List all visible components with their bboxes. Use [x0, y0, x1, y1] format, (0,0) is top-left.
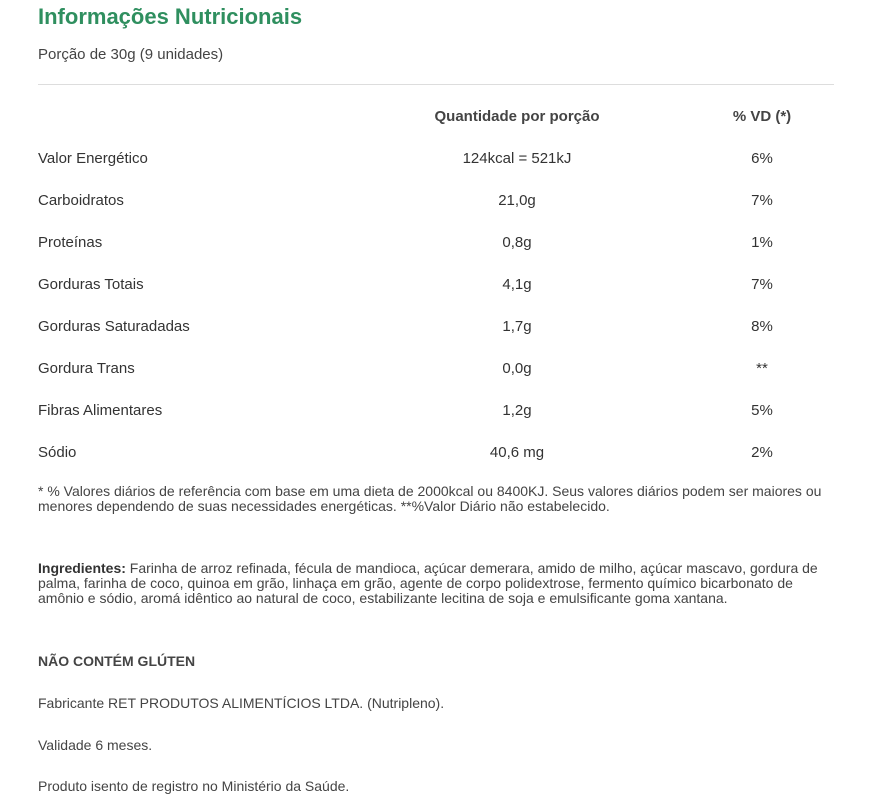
ingredients-paragraph [38, 561, 828, 606]
nutrient-name: Gordura Trans [38, 360, 135, 377]
nutrient-quantity: 0,0g [502, 360, 532, 377]
table-header-row [38, 100, 834, 142]
table-row [38, 184, 834, 226]
nutrient-daily-value: 8% [751, 318, 773, 335]
nutrient-name: Fibras Alimentares [38, 402, 163, 419]
nutrient-quantity: 124kcal = 521kJ [462, 150, 572, 167]
nutrient-quantity: 21,0g [498, 192, 536, 209]
nutrient-name: Proteínas [38, 234, 103, 251]
daily-value-footnote: * % Valores diários de referência com base em uma dieta de 2000kcal ou 8400KJ. Seus valores diários podem ser maiores ou menores dependendo de suas necessidades energéticas. **%Valor Diário não estabelecido. [38, 483, 822, 514]
nutrient-daily-value: 7% [751, 192, 773, 209]
nutrient-name: Valor Energético [38, 150, 148, 167]
nutrient-daily-value: 5% [751, 402, 773, 419]
validity-text: Validade 6 meses. [38, 737, 153, 753]
ingredients-text: Farinha de arroz refinada, fécula de mandioca, açúcar demerara, amido de milho, açúcar mascavo, gordura de palma, farinha de coco, quinoa em grão, linhaça em grão, agente de corpo polidextrose, fermento químico bicarbonato de amônio e sódio, aromá idêntico ao natural de coco, estabilizante lecitina de soja e emulsificante goma xantana. [38, 560, 818, 606]
nutrient-daily-value: 2% [751, 444, 773, 461]
nutrient-name: Gorduras Totais [38, 276, 144, 293]
nutrient-name: Gorduras Saturadadas [38, 318, 190, 335]
nutrient-quantity: 40,6 mg [489, 444, 545, 461]
table-row [38, 352, 834, 394]
header-daily-value: % VD (*) [732, 108, 792, 125]
header-quantity: Quantidade por porção [434, 108, 600, 125]
ingredients-label: Ingredientes: [38, 560, 126, 576]
table-row [38, 310, 834, 352]
divider [38, 84, 834, 85]
gluten-notice: NÃO CONTÉM GLÚTEN [38, 653, 196, 669]
table-row [38, 226, 834, 268]
nutrient-quantity: 4,1g [502, 276, 532, 293]
nutrient-daily-value: 7% [751, 276, 773, 293]
nutrient-quantity: 1,2g [502, 402, 532, 419]
manufacturer-text: Fabricante RET PRODUTOS ALIMENTÍCIOS LTDA. (Nutripleno). [38, 695, 445, 711]
table-row [38, 142, 834, 184]
nutrient-name: Carboidratos [38, 192, 124, 209]
page-title: Informações Nutricionais [38, 4, 303, 29]
nutrient-name: Sódio [38, 444, 77, 461]
table-row [38, 394, 834, 436]
nutrient-daily-value: 1% [751, 234, 773, 251]
table-row [38, 268, 834, 310]
nutrient-quantity: 1,7g [502, 318, 532, 335]
table-row [38, 436, 834, 478]
portion-size: Porção de 30g (9 unidades) [38, 46, 224, 63]
nutrient-daily-value: 6% [751, 150, 773, 167]
nutrient-quantity: 0,8g [502, 234, 532, 251]
registry-text: Produto isento de registro no Ministério da Saúde. [38, 778, 350, 794]
nutrient-daily-value: ** [756, 360, 768, 377]
nutrition-table [38, 100, 834, 478]
